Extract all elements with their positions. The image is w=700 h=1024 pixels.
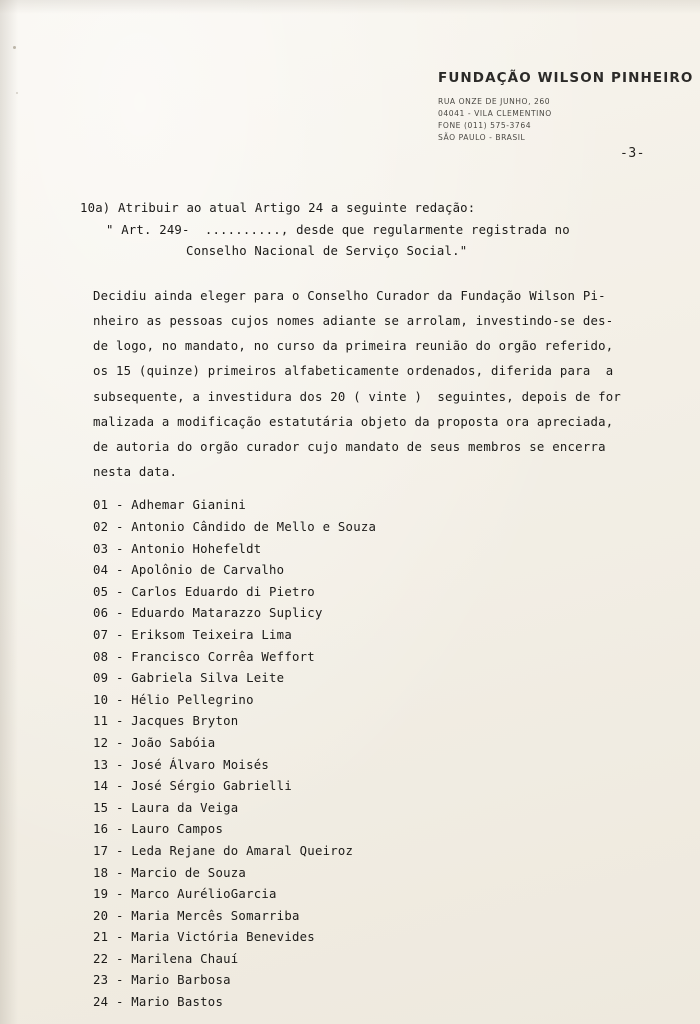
list-item: 13 - José Álvaro Moisés xyxy=(93,757,270,772)
article-quote-line-2: Conselho Nacional de Serviço Social." xyxy=(186,244,468,259)
list-item: 02 - Antonio Cândido de Mello e Souza xyxy=(93,520,377,534)
list-item: 06 - Eduardo Matarazzo Suplicy xyxy=(93,606,323,621)
document-body xyxy=(80,198,680,1014)
article-item-line: 10a) Atribuir ao atual Artigo 24 a seguinte redação: xyxy=(80,201,476,215)
paragraph-line: os 15 (quinze) primeiros alfabeticamente ordenados, diferida para a xyxy=(93,364,614,379)
list-item: 11 - Jacques Bryton xyxy=(93,714,239,729)
address-line-district: 04041 - VILA CLEMENTINO xyxy=(438,108,552,118)
page-edge-shadow-left xyxy=(0,0,18,1024)
list-item: 20 - Maria Mercês Somarriba xyxy=(93,908,300,923)
list-item: 16 - Lauro Campos xyxy=(93,822,224,837)
address-line-phone: FONE (011) 575-3764 xyxy=(438,120,532,130)
page-number: -3- xyxy=(620,146,645,161)
paragraph-line: Decidiu ainda eleger para o Conselho Curador da Fundação Wilson Pi- xyxy=(93,288,606,303)
paragraph-line: de autoria do orgão curador cujo mandato de seus membros se encerra xyxy=(93,440,606,454)
list-item: 24 - Mario Bastos xyxy=(93,995,224,1010)
paragraph-spacer xyxy=(80,263,680,284)
paragraph-line: de logo, no mandato, no curso da primeira reunião do orgão referido, xyxy=(93,339,614,354)
list-item: 07 - Eriksom Teixeira Lima xyxy=(93,627,292,642)
article-quote-line-1: " Art. 249- .........., desde que regularmente registrada no xyxy=(106,222,570,237)
organization-address xyxy=(438,96,678,144)
list-item: 03 - Antonio Hohefeldt xyxy=(93,541,262,556)
list-item: 14 - José Sérgio Gabrielli xyxy=(93,779,292,794)
list-item: 12 - João Sabóia xyxy=(93,735,216,750)
paper-speck xyxy=(13,46,16,49)
council-members-list xyxy=(80,495,680,1013)
organization-name: FUNDAÇÃO WILSON PINHEIRO xyxy=(438,70,694,86)
list-item: 17 - Leda Rejane do Amaral Queiroz xyxy=(93,843,354,858)
paragraph-line: nheiro as pessoas cujos nomes adiante se arrolam, investindo-se des- xyxy=(93,313,614,328)
list-item: 10 - Hélio Pellegrino xyxy=(93,692,254,707)
paper-speck xyxy=(16,92,18,94)
list-item: 04 - Apolônio de Carvalho xyxy=(93,563,285,578)
list-item: 08 - Francisco Corrêa Weffort xyxy=(93,649,315,664)
list-item: 05 - Carlos Eduardo di Pietro xyxy=(93,584,315,599)
paragraph-line: nesta data. xyxy=(93,465,178,480)
address-line-street: RUA ONZE DE JUNHO, 260 xyxy=(438,97,551,106)
list-item: 01 - Adhemar Gianini xyxy=(93,498,247,513)
list-item: 23 - Mario Barbosa xyxy=(93,973,231,988)
list-item: 22 - Marilena Chauí xyxy=(93,951,239,966)
address-line-city: SÃO PAULO - BRASIL xyxy=(438,132,526,142)
letterhead xyxy=(438,70,694,144)
list-item: 15 - Laura da Veiga xyxy=(93,800,239,815)
list-item: 18 - Marcio de Souza xyxy=(93,865,247,880)
decision-paragraph xyxy=(80,284,680,486)
list-item: 19 - Marco AurélioGarcia xyxy=(93,887,277,902)
paragraph-line: malizada a modificação estatutária objeto da proposta ora apreciada, xyxy=(93,414,614,429)
list-spacer xyxy=(80,485,680,495)
paragraph-line: subsequente, a investidura dos 20 ( vinte ) seguintes, depois de for xyxy=(93,389,622,404)
list-item: 09 - Gabriela Silva Leite xyxy=(93,671,285,686)
page-edge-shadow-top xyxy=(0,0,700,14)
list-item: 21 - Maria Victória Benevides xyxy=(93,930,315,945)
